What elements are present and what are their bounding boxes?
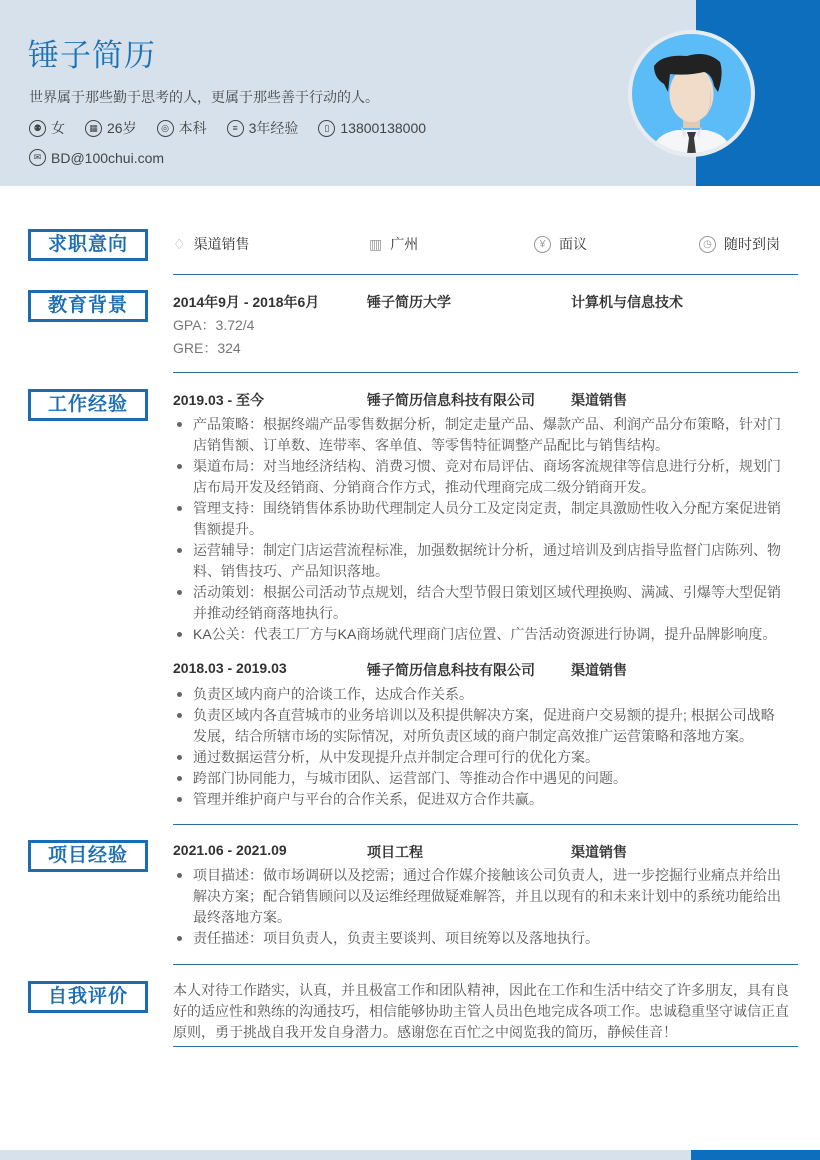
motto: 世界属于那些勤于思考的人，更属于那些善于行动的人。 <box>29 89 379 105</box>
education-details <box>173 314 254 360</box>
section-title-education: 教育背景 <box>28 290 148 322</box>
divider <box>173 824 798 825</box>
age-value: 26岁 <box>107 120 137 136</box>
list-item: 管理支持：围绕销售体系协助代理制定人员分工及定岗定责，制定具激励性收入分配方案促进销售额提升。 <box>173 498 788 540</box>
email-value[interactable]: BD@100chui.com <box>51 149 165 166</box>
gender-value: 女 <box>51 120 65 136</box>
list-item: 负责区域内各直营城市的业务培训以及积提供解决方案，促进商户交易额的提升; 根据公司战略发展，结合所辖市场的实际情况，对所负责区域的商户制定高效推广运营策略和落地方案。 <box>173 705 788 747</box>
resume-name: 锤子简历 <box>28 38 156 73</box>
job-role: 渠道销售 <box>571 662 627 678</box>
divider <box>173 274 798 275</box>
info-phone <box>318 120 426 137</box>
job-company: 锤子简历信息科技有限公司 <box>367 662 535 678</box>
info-gender <box>29 118 65 138</box>
yen-icon: ¥ <box>534 236 551 253</box>
education-gre: GRE：324 <box>173 340 241 356</box>
job-company: 锤子简历信息科技有限公司 <box>367 392 535 408</box>
list-item: 责任描述：项目负责人，负责主要谈判、项目统筹以及落地执行。 <box>173 928 788 949</box>
phone-value[interactable]: 13800138000 <box>340 120 427 136</box>
project-name: 项目工程 <box>367 844 423 860</box>
intent-position <box>173 234 250 254</box>
info-experience <box>227 118 299 138</box>
job-period: 2018.03 - 2019.03 <box>173 660 287 676</box>
list-item: 管理并维护商户与平台的合作关系，促进双方合作共赢。 <box>173 789 788 810</box>
section-title-intent: 求职意向 <box>28 229 148 261</box>
list-item: 渠道布局：对当地经济结构、消费习惯、竞对布局评估、商场客流规律等信息进行分析，规划门店布局开发及经销商、分销商合作方式，推动代理商完成二级分销商开发。 <box>173 456 788 498</box>
list-item: 负责区域内商户的洽谈工作，达成合作关系。 <box>173 684 788 705</box>
project-role: 渠道销售 <box>571 844 627 860</box>
list-item: 运营辅导：制定门店运营流程标准，加强数据统计分析，通过培训及到店指导监督门店陈列、物料、销售技巧、产品知识落地。 <box>173 540 788 582</box>
gender-icon: ⚉ <box>29 120 46 137</box>
education-school: 锤子简历大学 <box>367 294 451 310</box>
experience-value: 3年经验 <box>248 120 299 136</box>
section-title-work: 工作经验 <box>28 389 148 421</box>
info-age <box>85 118 137 138</box>
self-evaluation-text: 本人对待工作踏实，认真，并且极富工作和团队精神，因此在工作和生活中结交了许多朋友，具有良好的适应性和熟练的沟通技巧，相信能够协助主管人员出色地完成各项工作。忠诚稳重坚守诚信正直原则，勇于挑战自我开发自身潜力。感谢您在百忙之中阅览我的简历，静候佳音！ <box>173 982 789 1040</box>
intent-city-value: 广州 <box>390 236 419 252</box>
intent-salary <box>534 234 587 254</box>
email-row <box>29 149 184 166</box>
document-icon: ≡ <box>227 120 244 137</box>
tie-icon: ♢ <box>173 235 186 252</box>
avatar-illustration <box>632 34 751 153</box>
calendar-icon: ▦ <box>85 120 102 137</box>
job-period: 2019.03 - 至今 <box>173 392 265 408</box>
job-duties-list <box>173 414 788 645</box>
info-degree <box>157 118 207 138</box>
divider <box>173 964 798 965</box>
degree-value: 本科 <box>178 120 207 136</box>
section-title-project: 项目经验 <box>28 840 148 872</box>
mail-icon: ✉ <box>29 149 46 166</box>
list-item: 产品策略：根据终端产品零售数据分析，制定走量产品、爆款产品、利润产品分布策略，针对门店销售额、订单数、连带率、客单值、等零售特征调整产品配比与销售结构。 <box>173 414 788 456</box>
divider <box>173 372 798 373</box>
intent-city <box>369 234 418 254</box>
job-duties-list <box>173 684 788 810</box>
intent-salary-value: 面议 <box>559 236 587 252</box>
intent-position-value: 渠道销售 <box>193 236 250 252</box>
section-title-self-evaluation: 自我评价 <box>28 981 148 1013</box>
divider <box>173 1046 798 1047</box>
education-period: 2014年9月 - 2018年6月 <box>173 294 320 310</box>
list-item: 跨部门协同能力，与城市团队、运营部门、等推动合作中遇见的问题。 <box>173 768 788 789</box>
avatar <box>628 30 755 157</box>
intent-availability <box>699 234 780 254</box>
education-major: 计算机与信息技术 <box>571 294 683 310</box>
building-icon: ▥ <box>369 235 383 252</box>
footer-accent-block <box>691 1150 820 1160</box>
list-item: 项目描述：做市场调研以及挖需；通过合作媒介接触该公司负责人，进一步挖掘行业痛点并给出解决方案；配合销售顾问以及运维经理做疑难解答，并且以现有的和未来计划中的系统功能给出最终落地方案。 <box>173 865 788 928</box>
job-role: 渠道销售 <box>571 392 627 408</box>
graduation-cap-icon: ◎ <box>157 120 174 137</box>
info-email <box>29 149 164 166</box>
education-gpa: GPA：3.72/4 <box>173 317 255 333</box>
list-item: 活动策划：根据公司活动节点规划，结合大型节假日策划区域代理换购、满减、引爆等大型促销并推动经销商落地执行。 <box>173 582 788 624</box>
list-item: 通过数据运营分析，从中发现提升点并制定合理可行的优化方案。 <box>173 747 788 768</box>
intent-availability-value: 随时到岗 <box>724 236 780 252</box>
phone-icon: ▯ <box>318 120 335 137</box>
project-period: 2021.06 - 2021.09 <box>173 842 287 858</box>
personal-info-row <box>29 118 446 138</box>
list-item: KA公关：代表工厂方与KA商场就代理商门店位置、广告活动资源进行协调，提升品牌影响度。 <box>173 624 788 645</box>
clock-icon: ◷ <box>699 236 716 253</box>
project-duties-list <box>173 865 788 949</box>
